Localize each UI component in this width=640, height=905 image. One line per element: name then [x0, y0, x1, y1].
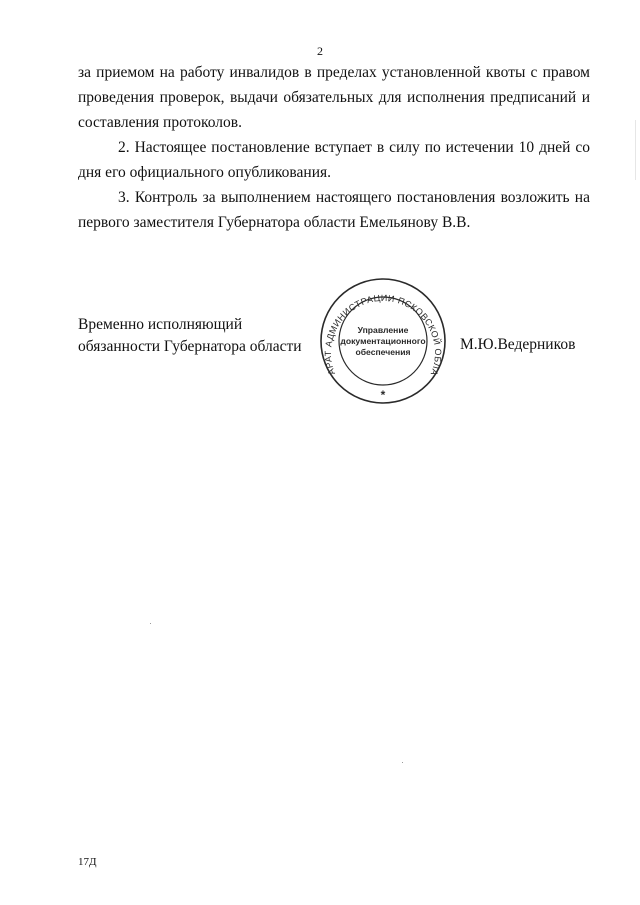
footer-code: 17Д — [78, 856, 97, 868]
body-text — [78, 60, 590, 235]
seal-center-line-3: обеспечения — [355, 347, 411, 357]
signatory-position-line-1: Временно исполняющий — [78, 316, 243, 333]
paragraph-continuation: за приемом на работу инвалидов в пределах установленной квоты с правом проведения проверок, выдачи обязательных для исполнения предписаний и составления протоколов. — [78, 64, 590, 131]
official-seal — [314, 268, 448, 406]
seal-center-line-1: Управление — [357, 325, 409, 335]
seal-ring-text: АППАРАТ АДМИНИСТРАЦИИ ПСКОВСКОЙ ОБЛАСТИ — [314, 268, 444, 378]
seal-star-icon: * — [380, 388, 386, 402]
seal-stamp-icon — [314, 268, 448, 406]
scan-speck — [150, 623, 151, 624]
scan-edge — [635, 120, 636, 180]
signatory-position-line-2: обязанности Губернатора области — [78, 338, 302, 355]
page-number: 2 — [317, 44, 323, 58]
scan-speck — [402, 762, 403, 763]
seal-center-line-2: документационного — [340, 336, 426, 346]
signatory-name: М.Ю.Ведерников — [460, 336, 576, 353]
paragraph-clause-3: 3. Контроль за выполнением настоящего постановления возложить на первого заместителя Губернатора области Емельянову В.В. — [78, 189, 590, 231]
signatory-position — [78, 314, 302, 358]
paragraph-clause-2: 2. Настоящее постановление вступает в силу по истечении 10 дней со дня его официального опубликования. — [78, 139, 590, 181]
